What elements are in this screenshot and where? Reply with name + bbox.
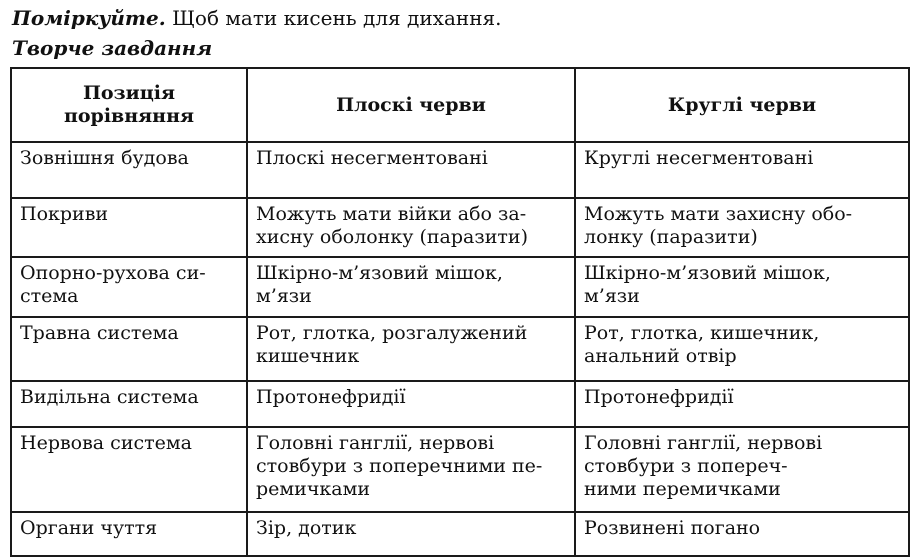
table-row: [11, 317, 909, 381]
flatworms-cell: Протонефридії: [247, 381, 575, 427]
table-row: [11, 257, 909, 317]
header-flatworms: Плоскі черви: [247, 68, 575, 142]
roundworms-cell: Протонефридії: [575, 381, 909, 427]
comparison-table: [10, 67, 910, 557]
table-row: [11, 381, 909, 427]
roundworms-cell: Можуть мати захисну обо- лонку (паразити): [575, 198, 909, 257]
think-answer: Щоб мати кисень для дихання.: [165, 6, 502, 30]
row-label: Видільна система: [11, 381, 247, 427]
row-label: Нервова система: [11, 427, 247, 512]
roundworms-cell: Головні ганглії, нервові стовбури з попереч- ними перемичками: [575, 427, 909, 512]
think-label: Поміркуйте.: [12, 6, 166, 30]
flatworms-cell: Рот, глотка, розгалужений кишечник: [247, 317, 575, 381]
table-row: [11, 512, 909, 556]
roundworms-cell: Розвинені погано: [575, 512, 909, 556]
roundworms-cell: Круглі несегментовані: [575, 142, 909, 198]
table-row: [11, 427, 909, 512]
row-label: Органи чуття: [11, 512, 247, 556]
creative-task-title: Творче завдання: [12, 36, 213, 60]
roundworms-cell: Шкірно-м’язовий мішок, м’язи: [575, 257, 909, 317]
row-label: Опорно-рухова си- стема: [11, 257, 247, 317]
row-label: Зовнішня будова: [11, 142, 247, 198]
row-label: Покриви: [11, 198, 247, 257]
flatworms-cell: Шкірно-м’язовий мішок, м’язи: [247, 257, 575, 317]
header-comparison-position: Позиція порівняння: [11, 68, 247, 142]
flatworms-cell: Плоскі несегментовані: [247, 142, 575, 198]
table-row: [11, 198, 909, 257]
table-header-row: [11, 68, 909, 142]
flatworms-cell: Головні ганглії, нервові стовбури з поперечними пе- ремичками: [247, 427, 575, 512]
flatworms-cell: Зір, дотик: [247, 512, 575, 556]
flatworms-cell: Можуть мати війки або за- хисну оболонку (паразити): [247, 198, 575, 257]
row-label: Травна система: [11, 317, 247, 381]
table-row: [11, 142, 909, 198]
roundworms-cell: Рот, глотка, кишечник, анальний отвір: [575, 317, 909, 381]
header-roundworms: Круглі черви: [575, 68, 909, 142]
think-line: [12, 6, 502, 30]
